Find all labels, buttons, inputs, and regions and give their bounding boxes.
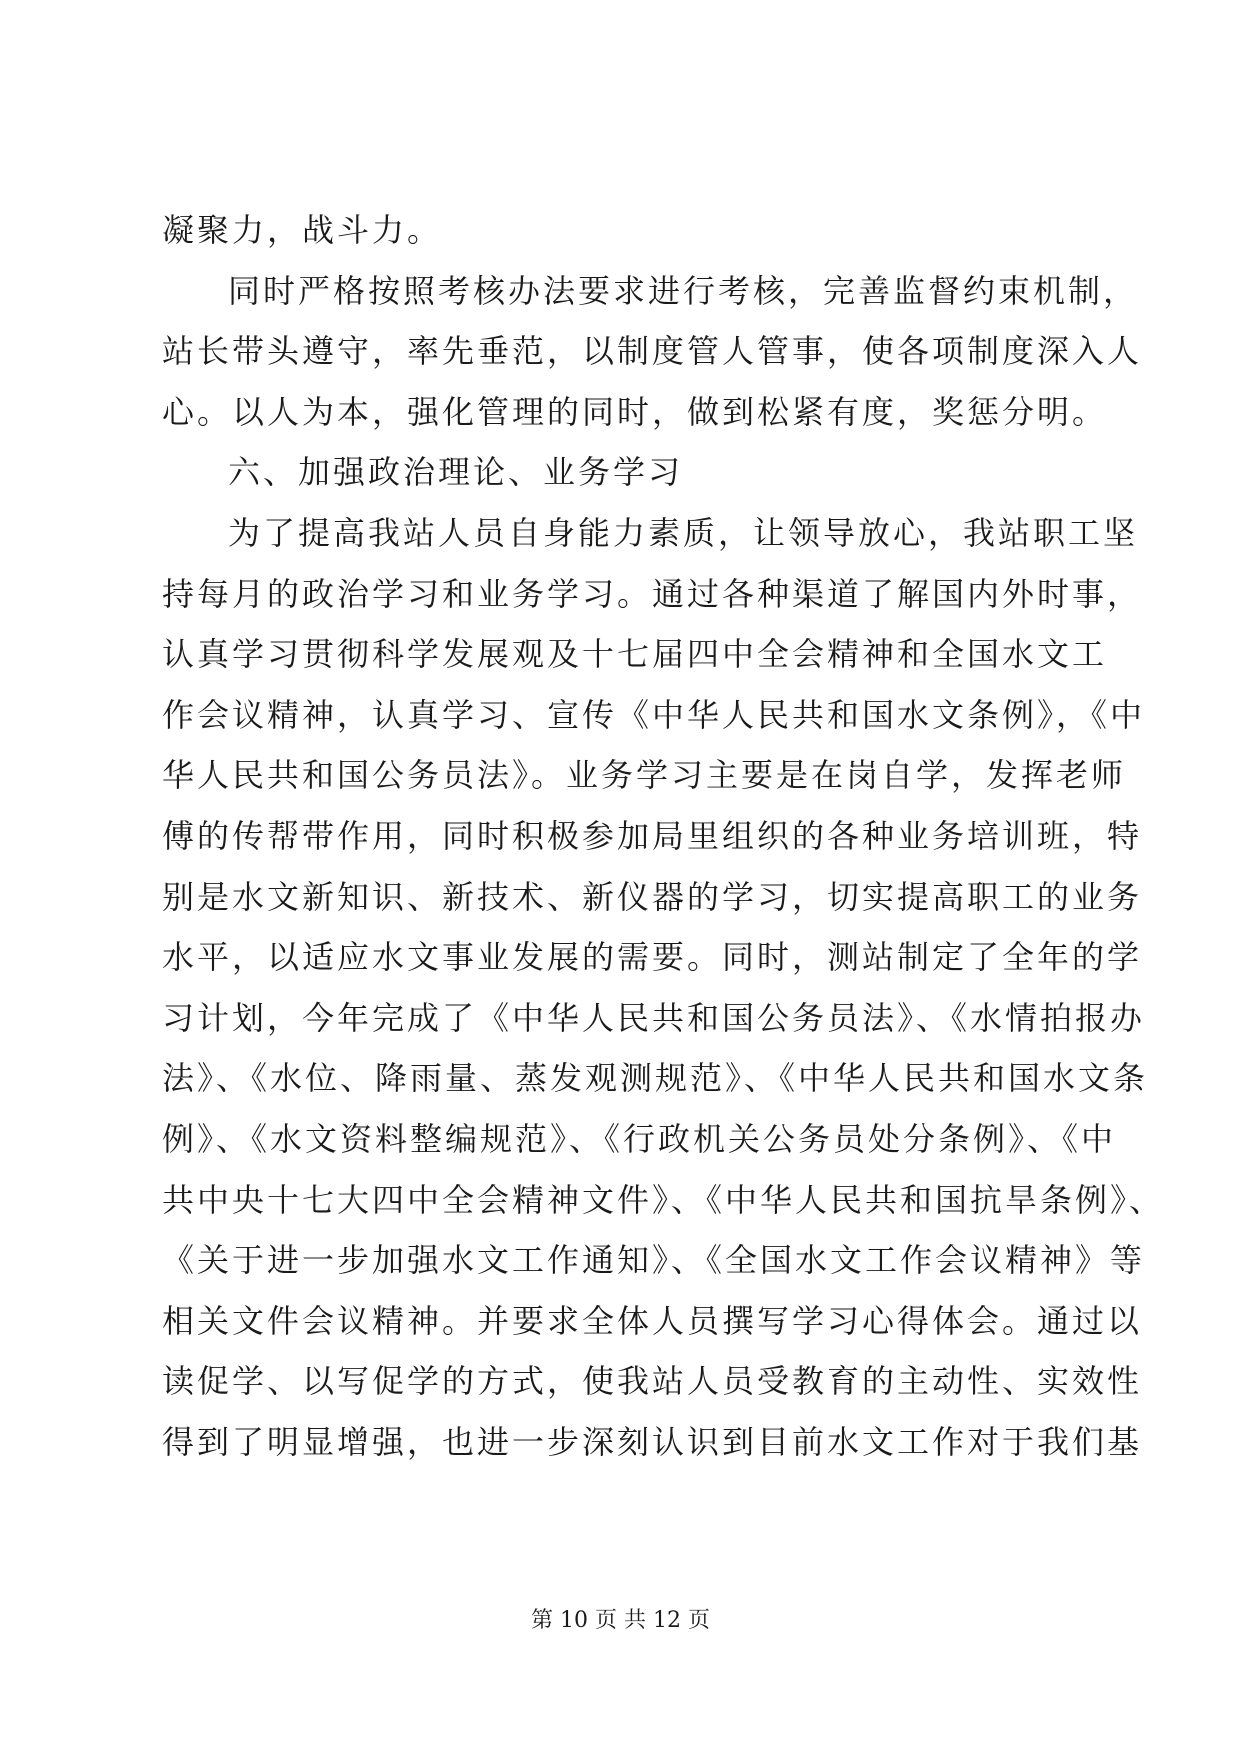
text-line: 华人民共和国公务员法》。业务学习主要是在岗自学，发挥老师 — [162, 756, 1127, 795]
text-line: 认真学习贯彻科学发展观及十七届四中全会精神和全国水文工 — [162, 635, 1108, 674]
section-heading: 六、加强政治理论、业务学习 — [228, 453, 684, 492]
text-line: 傅的传帮带作用，同时积极参加局里组织的各种业务培训班，特 — [162, 816, 1143, 855]
text-line: 心。以人为本，强化管理的同时，做到松紧有度，奖惩分明。 — [162, 392, 1108, 431]
text-line: 别是水文新知识、新技术、新仪器的学习，切实提高职工的业务 — [162, 877, 1143, 916]
text-line: 持每月的政治学习和业务学习。通过各种渠道了解国内外时事， — [162, 574, 1143, 613]
text-line: 例》、《水文资料整编规范》、《行政机关公务员处分条例》、《中 — [162, 1119, 1117, 1158]
page-number-footer: 第 10 页 共 12 页 — [531, 1608, 710, 1633]
text-line: 法》、《水位、降雨量、蒸发观测规范》、《中华人民共和国水文条 — [162, 1059, 1149, 1098]
text-line: 同时严格按照考核办法要求进行考核，完善监督约束机制， — [228, 271, 1139, 310]
text-line: 凝聚力，战斗力。 — [162, 211, 443, 249]
text-line: 水平，以适应水文事业发展的需要。同时，测站制定了全年的学 — [162, 938, 1143, 977]
text-line: 站长带头遵守，率先垂范，以制度管人管事，使各项制度深入人 — [162, 332, 1143, 371]
text-line: 为了提高我站人员自身能力素质，让领导放心，我站职工坚 — [228, 513, 1139, 552]
text-line: 相关文件会议精神。并要求全体人员撰写学习心得体会。通过以 — [162, 1301, 1143, 1340]
text-line: 习计划，今年完成了《中华人民共和国公务员法》、《水情拍报办 — [162, 998, 1146, 1037]
text-line: 读促学、以写促学的方式，使我站人员受教育的主动性、实效性 — [162, 1362, 1143, 1401]
text-line: 《关于进一步加强水文工作通知》、《全国水文工作会议精神》等 — [162, 1241, 1146, 1280]
text-line: 共中央十七大四中全会精神文件》、《中华人民共和国抗旱条例》、 — [162, 1180, 1165, 1219]
text-line: 得到了明显增强，也进一步深刻认识到目前水文工作对于我们基 — [162, 1422, 1143, 1461]
body-text — [162, 200, 1165, 1472]
text-line: 作会议精神，认真学习、宣传《中华人民共和国水文条例》，《中 — [162, 695, 1146, 734]
